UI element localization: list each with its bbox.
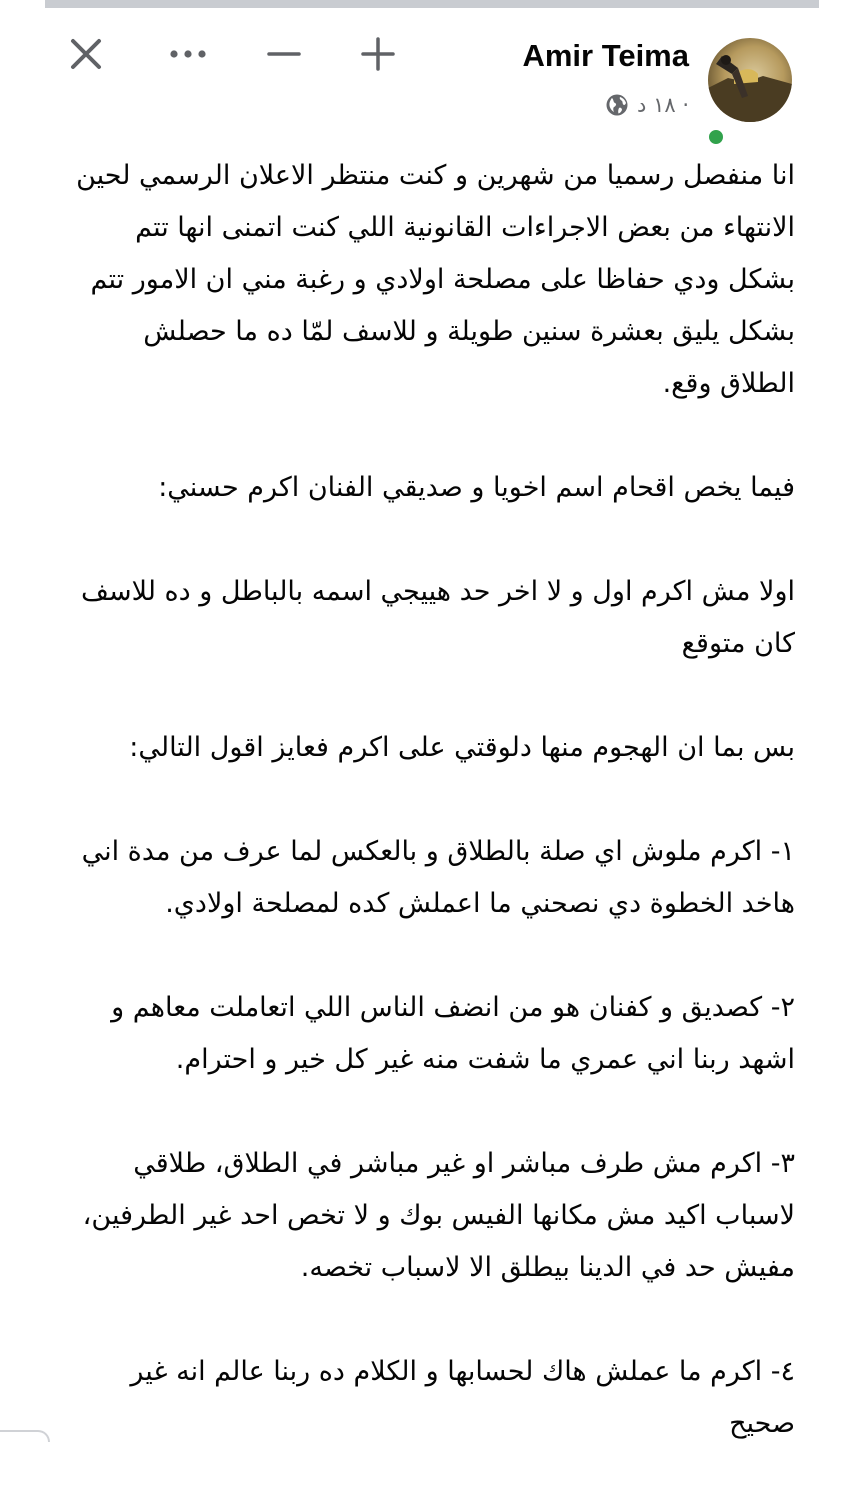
post-paragraph: اولا مش اكرم اول و لا اخر حد هييجي اسمه بالباطل و ده للاسف كان متوقع [81, 576, 795, 659]
post-paragraph: ٢- كصديق و كفنان هو من انضف الناس اللي اتعاملت معاهم و اشهد ربنا اني عمري ما شفت منه غير كل خير و احترام. [111, 992, 795, 1075]
post-body [60, 150, 795, 1502]
post-meta [605, 90, 689, 120]
top-divider [45, 0, 819, 8]
globe-icon[interactable] [605, 93, 629, 117]
avatar-image [708, 38, 792, 122]
minimize-button[interactable] [254, 30, 314, 78]
more-icon [168, 48, 208, 60]
plus-icon [360, 36, 396, 72]
avatar[interactable] [708, 38, 792, 122]
post-paragraph: بس بما ان الهجوم منها دلوقتي على اكرم فعايز اقول التالي: [129, 732, 795, 763]
post-paragraph: انا منفصل رسميا من شهرين و كنت منتظر الاعلان الرسمي لحين الانتهاء من بعض الاجراءات القانونية اللي كنت اتمنى انها تتم بشكل ودي حفاظا على مصلحة اولادي و رغبة مني ان الامور تتم بشكل يليق بعشرة سنين طويلة و للاسف لمّا ده ما حصلش الطلاق وقع. [76, 160, 795, 399]
author-name[interactable]: Amir Teima [522, 38, 689, 73]
post-paragraph: ١- اكرم ملوش اي صلة بالطلاق و بالعكس لما عرف من مدة اني هاخد الخطوة دي نصحني ما اعملش كده لمصلحة اولادي. [81, 836, 795, 919]
post-paragraph: ٣- اكرم مش طرف مباشر او غير مباشر في الطلاق، طلاقي لاسباب اكيد مش مكانها الفيس بوك و لا تخص احد غير الطرفين، مفيش حد في الدينا بيطلق الا لاسباب تخصه. [82, 1148, 795, 1283]
more-options-button[interactable] [158, 30, 218, 78]
minimize-icon [266, 36, 302, 72]
close-button[interactable] [56, 30, 116, 78]
bottom-edge [0, 1430, 50, 1442]
post-header [0, 30, 865, 130]
post-paragraph: فيما يخص اقحام اسم اخويا و صديقي الفنان اكرم حسني: [158, 472, 795, 503]
post-paragraph: ٤- اكرم ما عملش هاك لحسابها و الكلام ده ربنا عالم انه غير صحيح [130, 1356, 795, 1439]
online-status-indicator [705, 126, 727, 148]
expand-button[interactable] [348, 30, 408, 78]
close-icon [68, 36, 104, 72]
post-time[interactable]: ١٨ د · [637, 93, 689, 117]
